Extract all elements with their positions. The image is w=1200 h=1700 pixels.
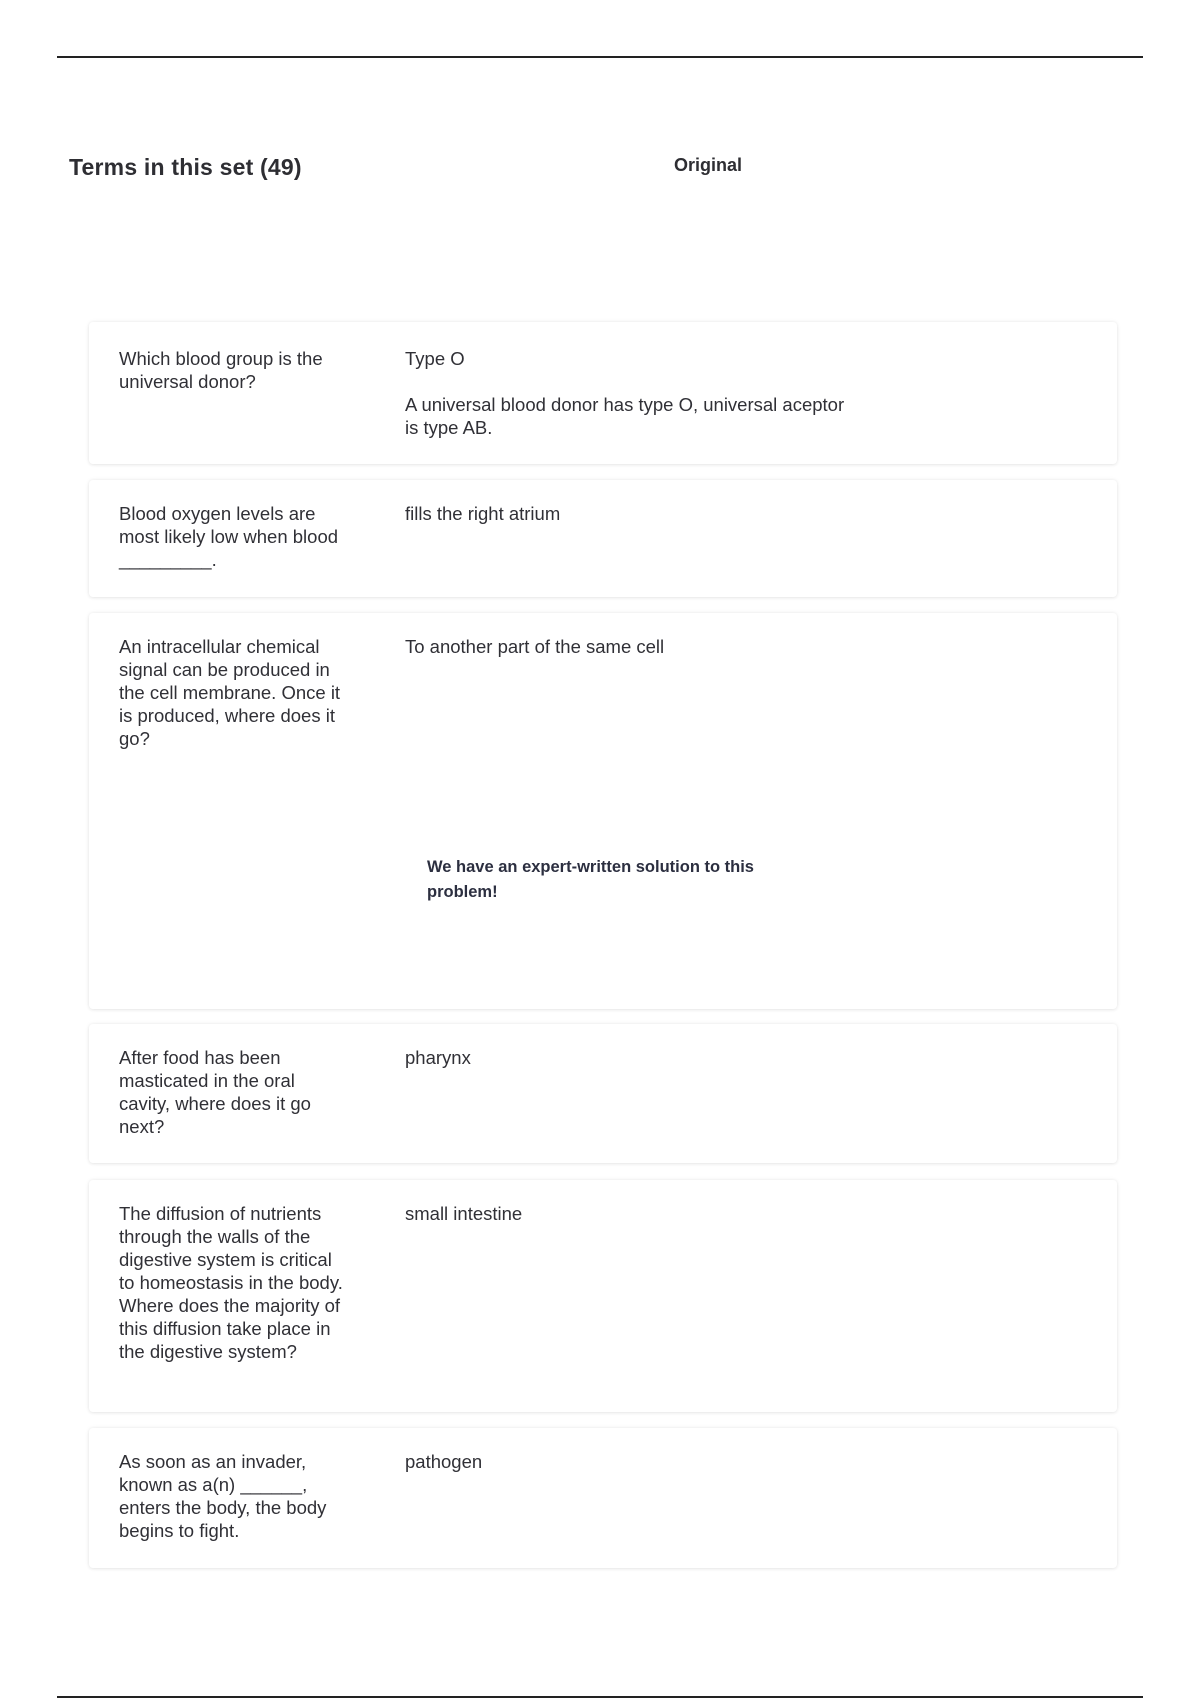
term-card [89, 1024, 1117, 1163]
term-text: Which blood group is the universal donor? [119, 348, 323, 392]
top-divider [57, 56, 1143, 58]
definition-text: Type O [405, 348, 465, 369]
definition-text: To another part of the same cell [405, 636, 665, 657]
term-card [89, 1428, 1117, 1568]
term-card [89, 322, 1117, 464]
term-card [89, 1180, 1117, 1412]
definition-text: fills the right atrium [405, 503, 561, 524]
definition-text: pharynx [405, 1047, 471, 1068]
bottom-divider [57, 1696, 1143, 1698]
term-text: As soon as an invader, known as a(n) ______, enters the body, the body begins to fight. [119, 1451, 327, 1541]
term-card [89, 480, 1117, 597]
set-title: Terms in this set (49) [69, 154, 302, 180]
definition-explanation: A universal blood donor has type O, universal aceptor is type AB. [405, 394, 845, 438]
set-label-original: Original [674, 155, 743, 175]
term-card [89, 613, 1117, 1009]
definition-text: small intestine [405, 1203, 523, 1224]
definition-text: pathogen [405, 1451, 483, 1472]
expert-solution-notice: We have an expert-written solution to this problem! [427, 858, 754, 901]
term-text: An intracellular chemical signal can be produced in the cell membrane. Once it is produced, where does it go? [119, 636, 341, 749]
term-text: After food has been masticated in the oral cavity, where does it go next? [119, 1047, 311, 1137]
term-text: Blood oxygen levels are most likely low when blood _________. [119, 503, 339, 570]
term-text: The diffusion of nutrients through the walls of the digestive system is critical to homeostasis in the body. Where does the majority of this diffusion take place in the digestive system? [119, 1203, 343, 1362]
